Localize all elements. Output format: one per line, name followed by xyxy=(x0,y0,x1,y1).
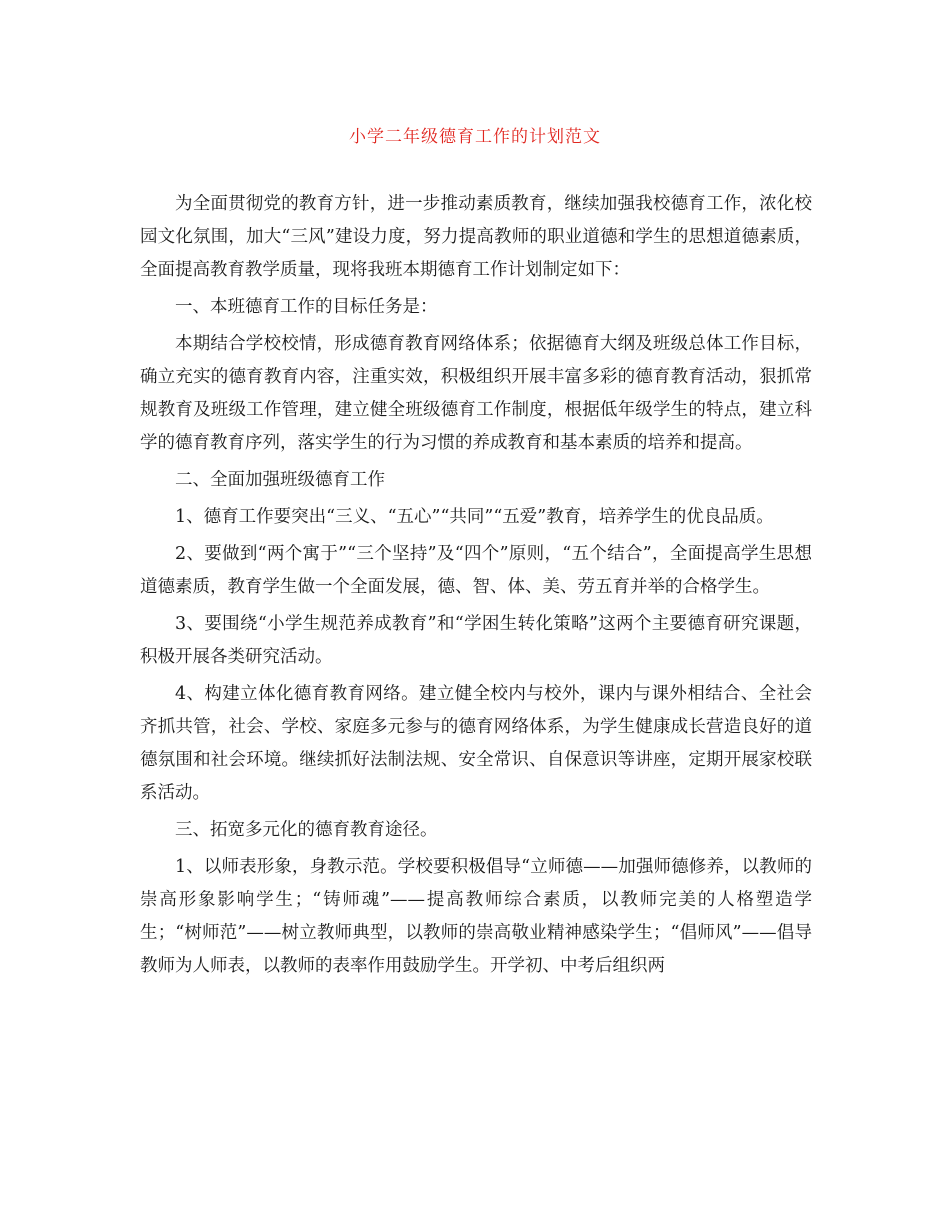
paragraph-item-3-1: 1、以师表形象，身教示范。学校要积极倡导“立师德——加强师德修养，以教师的崇高形象影响学生；“铸师魂”——提高教师综合素质，以教师完美的人格塑造学生；“树师范”——树立教师典型，以教师的崇高敬业精神感染学生；“倡师风”——倡导教师为人师表，以教师的表率作用鼓励学生。开学初、中考后组织两 xyxy=(140,857,812,976)
paragraph-intro: 为全面贯彻党的教育方针，进一步推动素质教育，继续加强我校德育工作，浓化校园文化氛围，加大“三风”建设力度，努力提高教师的职业道德和学生的思想道德素质，全面提高教育教学质量，现将我班本期德育工作计划制定如下： xyxy=(140,194,812,280)
paragraph-item-2-3: 3、要围绕“小学生规范养成教育”和“学困生转化策略”这两个主要德育研究课题，积极开展各类研究活动。 xyxy=(140,614,812,667)
document-body xyxy=(140,188,812,987)
paragraph-section-1: 本期结合学校校情，形成德育教育网络体系；依据德育大纲及班级总体工作目标，确立充实的德育教育内容，注重实效，积极组织开展丰富多彩的德育教育活动，狠抓常规教育及班级工作管理，建立健全班级德育工作制度，根据低年级学生的特点，建立科学的德育教育序列，落实学生的行为习惯的养成教育和基本素质的培养和提高。 xyxy=(140,334,812,453)
heading-section-2: 二、全面加强班级德育工作 xyxy=(175,470,385,490)
paragraph-item-2-4: 4、构建立体化德育教育网络。建立健全校内与校外，课内与课外相结合、全社会齐抓共管，社会、学校、家庭多元参与的德育网络体系，为学生健康成长营造良好的道德氛围和社会环境。继续抓好法制法规、安全常识、自保意识等讲座，定期开展家校联系活动。 xyxy=(140,684,812,803)
paragraph-item-2-2: 2、要做到“两个寓于”“三个坚持”及“四个”原则，“五个结合”，全面提高学生思想道德素质，教育学生做一个全面发展，德、智、体、美、劳五育并举的合格学生。 xyxy=(140,544,812,597)
document-title: 小学二年级德育工作的计划范文 xyxy=(349,127,601,147)
heading-section-3: 三、拓宽多元化的德育教育途径。 xyxy=(175,820,438,840)
heading-section-1: 一、本班德育工作的目标任务是： xyxy=(175,297,438,317)
paragraph-item-2-1: 1、德育工作要突出“三义、“五心”“共同”“五爱”教育，培养学生的优良品质。 xyxy=(175,507,774,527)
